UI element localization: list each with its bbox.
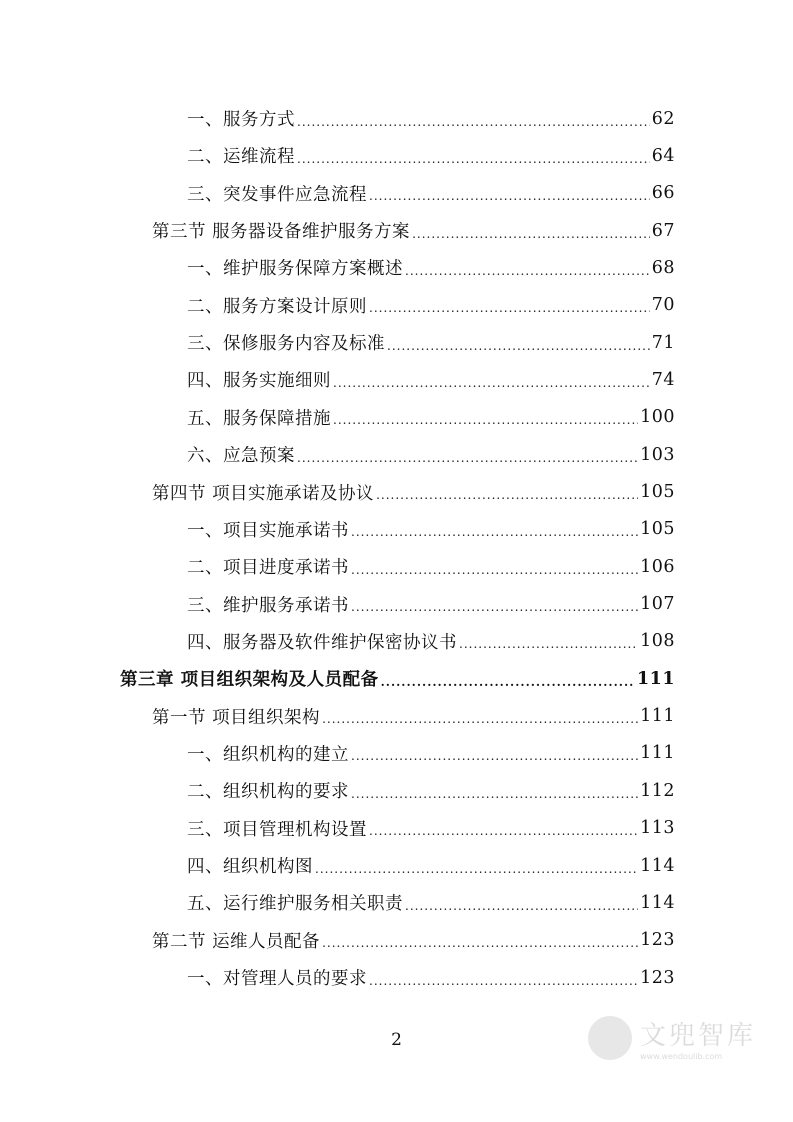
toc-entry-label: 第三节 服务器设备维护服务方案 (152, 222, 411, 243)
dot-leader (297, 115, 650, 129)
dot-leader (333, 376, 650, 390)
toc-entry-label: 一、组织机构的建立 (187, 744, 349, 765)
toc-entry-label: 三、突发事件应急流程 (187, 184, 367, 205)
toc-entry-label: 二、服务方案设计原则 (187, 296, 367, 317)
toc-entry-label: 一、维护服务保障方案概述 (187, 259, 403, 280)
dot-leader (351, 600, 638, 614)
toc-entry[interactable] (187, 772, 675, 809)
toc-entry-page: 74 (651, 369, 675, 390)
toc-entry[interactable] (187, 847, 675, 884)
dot-leader (351, 563, 638, 577)
dot-leader (297, 152, 650, 166)
dot-leader (297, 451, 638, 465)
toc-entry-label: 第二节 运维人员配备 (152, 931, 321, 952)
toc-entry-page: 68 (651, 257, 675, 278)
toc-entry[interactable] (187, 623, 675, 660)
watermark-name: 文兜智库 (640, 1021, 757, 1051)
toc-entry[interactable] (187, 810, 675, 847)
toc-entry-page: 67 (651, 220, 675, 241)
toc-entry[interactable] (187, 735, 675, 772)
toc-entry-label: 一、项目实施承诺书 (187, 520, 349, 541)
toc-entry-label: 二、运维流程 (187, 147, 295, 168)
toc-entry[interactable] (187, 361, 675, 398)
toc-entry-page: 62 (651, 108, 675, 129)
toc-entry-page: 111 (640, 706, 675, 727)
toc-entry[interactable] (152, 698, 675, 735)
toc-entry-label: 四、服务器及软件维护保密协议书 (187, 632, 457, 653)
toc-entry-label: 五、服务保障措施 (187, 408, 331, 429)
toc-entry-label: 四、组织机构图 (187, 857, 313, 877)
toc-entry-label: 第三章 项目组织架构及人员配备 (120, 670, 379, 691)
dot-leader (322, 936, 638, 950)
dot-leader (369, 824, 638, 838)
toc-entry-label: 二、组织机构的要求 (187, 782, 349, 803)
watermark-url: www.wendoulib.com (640, 1052, 723, 1061)
toc-entry-page: 66 (651, 183, 675, 204)
watermark-logo-icon (588, 1016, 632, 1060)
toc-entry-page: 108 (640, 631, 675, 652)
dot-leader (322, 712, 638, 726)
dot-leader (333, 413, 638, 427)
dot-leader (405, 899, 638, 913)
toc-entry-page: 112 (640, 780, 675, 801)
toc-entry[interactable] (187, 399, 675, 436)
toc-entry[interactable] (152, 922, 675, 959)
toc-entry-page: 71 (651, 332, 675, 353)
toc-entry[interactable] (187, 249, 675, 286)
toc-entry[interactable] (187, 436, 675, 473)
toc-entry-page: 106 (640, 556, 675, 577)
toc-entry[interactable] (187, 100, 675, 137)
toc-entry[interactable] (187, 884, 675, 921)
toc-entry-page: 123 (640, 967, 675, 988)
toc-entry-label: 六、应急预案 (187, 446, 295, 467)
toc-entry-page: 113 (640, 818, 675, 839)
watermark (588, 1015, 756, 1061)
toc-entry-label: 四、服务实施细则 (187, 371, 331, 392)
toc-entry-page: 103 (640, 444, 675, 465)
toc-entry-label: 三、保修服务内容及标准 (187, 334, 385, 355)
page-number: 2 (391, 1030, 402, 1050)
toc-entry-label: 一、服务方式 (187, 110, 295, 130)
dot-leader (369, 974, 638, 988)
toc-entry-label: 一、对管理人员的要求 (187, 969, 367, 990)
dot-leader (351, 749, 638, 763)
toc-entry-label: 第四节 项目实施承诺及协议 (152, 483, 375, 504)
toc-entry-page: 114 (640, 855, 675, 876)
toc-entry[interactable] (152, 212, 675, 249)
dot-leader (369, 301, 650, 315)
toc-entry-page: 123 (640, 930, 675, 951)
toc-entry-page: 105 (640, 482, 675, 502)
toc-entry-page: 111 (640, 743, 675, 764)
dot-leader (405, 264, 650, 278)
dot-leader (376, 488, 638, 502)
dot-leader (351, 525, 638, 539)
toc-entry[interactable] (187, 137, 675, 174)
toc-entry[interactable] (187, 287, 675, 324)
dot-leader (387, 339, 650, 353)
toc-entry-page: 105 (640, 519, 675, 540)
dot-leader (315, 862, 638, 876)
toc-entry-label: 第一节 项目组织架构 (152, 707, 321, 728)
toc-entry[interactable] (187, 959, 675, 996)
toc-entry[interactable] (187, 586, 675, 623)
dot-leader (459, 637, 638, 651)
dot-leader (412, 227, 650, 241)
dot-leader (351, 787, 638, 801)
dot-leader (369, 189, 650, 203)
toc-entry-page: 64 (651, 145, 675, 166)
toc-entry-label: 三、项目管理机构设置 (187, 819, 367, 840)
toc-entry-label: 二、项目进度承诺书 (187, 558, 349, 579)
toc-entry[interactable] (187, 548, 675, 585)
toc-entry[interactable] (187, 511, 675, 548)
toc-entry-page: 111 (636, 668, 675, 689)
toc-entry[interactable] (120, 660, 675, 697)
toc-entry-page: 107 (640, 594, 675, 615)
toc-entry-page: 100 (640, 407, 675, 428)
toc-entry[interactable] (152, 474, 675, 511)
toc-entry-page: 70 (651, 295, 675, 316)
dot-leader (381, 675, 635, 689)
toc-entry[interactable] (187, 175, 675, 212)
toc-entry-label: 三、维护服务承诺书 (187, 595, 349, 616)
toc-entry[interactable] (187, 324, 675, 361)
toc-entry-label: 五、运行维护服务相关职责 (187, 894, 403, 915)
toc-entry-page: 114 (640, 892, 675, 913)
